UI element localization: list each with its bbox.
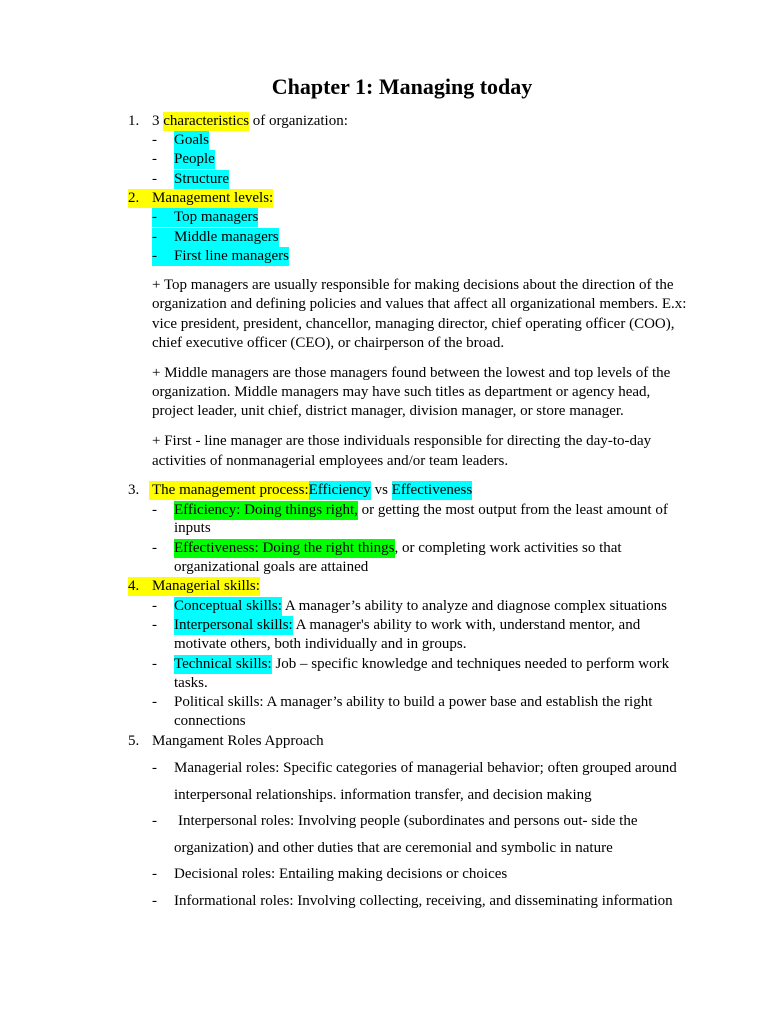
heading-connector: vs: [370, 482, 392, 498]
heading-highlight: [128, 577, 260, 596]
section-number: 5.: [128, 733, 140, 749]
heading-text: Managerial skills:: [152, 578, 260, 594]
bullet-dash: -: [152, 132, 157, 148]
list-item-continuation: connections: [174, 713, 246, 729]
bullet-dash: -: [152, 598, 157, 614]
page-title: Chapter 1: Managing today: [271, 74, 533, 99]
list-item-text: A manager's ability to work with, understand mentor, and: [292, 617, 641, 633]
heading-text: Mangament Roles Approach: [152, 733, 324, 749]
list-item-text: People: [174, 151, 215, 167]
heading-text: Management levels:: [152, 190, 274, 206]
bullet-dash: -: [152, 866, 157, 882]
section-2-heading: [128, 189, 273, 208]
list-item-text: Decisional roles: Entailing making decisions or choices: [174, 866, 508, 882]
list-item-text: Structure: [174, 171, 229, 187]
list-item-text: , or completing work activities so that: [394, 540, 622, 556]
highlighted-definition: Efficiency: Doing things right,: [174, 502, 358, 518]
list-item-text: Top managers: [174, 209, 259, 225]
list-item-text: Political skills: A manager’s ability to build a power base and establish the right: [174, 694, 653, 710]
bullet-dash: -: [152, 813, 157, 829]
section-3-heading: [128, 481, 472, 500]
highlighted-label: Interpersonal skills:: [174, 617, 293, 633]
heading-rest: of organization:: [249, 113, 348, 129]
highlighted-term: Efficiency: [308, 482, 371, 498]
section-number: 1.: [128, 113, 140, 129]
list-item-continuation: motivate others, both individually and in groups.: [174, 636, 467, 652]
highlighted-keyword: characteristics: [163, 113, 250, 129]
list-item-text: A manager’s ability to analyze and diagnose complex situations: [281, 598, 667, 614]
bullet-dash: -: [152, 209, 157, 225]
bullet-dash: -: [152, 760, 157, 776]
list-item: [152, 539, 622, 558]
list-item-continuation: tasks.: [174, 675, 208, 691]
list-item-text: First line managers: [174, 248, 289, 264]
list-item: [152, 501, 668, 520]
highlighted-definition: Effectiveness: Doing the right things: [174, 540, 395, 556]
paragraph-line: activities of nonmanagerial employees and/or team leaders.: [152, 453, 509, 469]
bullet-dash: -: [152, 617, 157, 633]
section-number: 4.: [128, 578, 140, 594]
bullet-dash: -: [152, 229, 157, 245]
list-item: [152, 170, 229, 189]
list-item-continuation: organizational goals are attained: [174, 559, 369, 575]
highlighted-term: Effectiveness: [391, 482, 473, 498]
paragraph-line: chief executive officer (CEO), or chairperson of the broad.: [152, 335, 505, 351]
list-item-highlight: [152, 247, 289, 266]
list-item-continuation: inputs: [174, 520, 211, 536]
list-item: [152, 693, 652, 712]
section-number: 2.: [128, 190, 140, 206]
bullet-dash: -: [152, 151, 157, 167]
list-item: [152, 208, 258, 227]
heading-text: The management process:: [149, 481, 309, 500]
list-item: [152, 865, 507, 884]
paragraph-line: project leader, unit chief, district manager, division manager, or store manager.: [152, 403, 624, 419]
list-item: [152, 150, 215, 169]
bullet-dash: -: [152, 893, 157, 909]
list-item: [152, 247, 289, 266]
list-item-text: Middle managers: [174, 229, 279, 245]
heading-lead: 3: [152, 113, 164, 129]
bullet-dash: -: [152, 656, 157, 672]
bullet-dash: -: [152, 694, 157, 710]
section-1-heading: [128, 112, 348, 131]
list-item: [152, 228, 279, 247]
paragraph-line: vice president, president, chancellor, managing director, chief operating officer (COO),: [152, 316, 675, 332]
list-item: [152, 597, 667, 616]
list-item: [152, 655, 669, 674]
bullet-dash: -: [152, 540, 157, 556]
bullet-dash: -: [152, 502, 157, 518]
highlighted-label: Conceptual skills:: [174, 598, 282, 614]
list-item-highlight: [152, 228, 279, 247]
bullet-dash: -: [152, 171, 157, 187]
paragraph-line: organization and defining policies and values that affect all organizational members. E.x:: [152, 296, 687, 312]
heading-highlight: [128, 189, 273, 208]
list-item-text: Informational roles: Involving collecting, receiving, and disseminating information: [174, 893, 673, 909]
bullet-dash: -: [152, 248, 157, 264]
section-4-heading: [128, 577, 260, 596]
paragraph-line: + Top managers are usually responsible for making decisions about the direction of the: [152, 277, 674, 293]
paragraph-line: + Middle managers are those managers found between the lowest and top levels of the: [152, 365, 671, 381]
list-item: [152, 759, 677, 778]
list-item: [152, 812, 637, 831]
highlighted-label: Technical skills:: [174, 656, 272, 672]
paragraph-line: organization. Middle managers may have such titles as department or agency head,: [152, 384, 651, 400]
list-item-continuation: interpersonal relationships. information transfer, and decision making: [174, 787, 592, 803]
list-item-continuation: organization) and other duties that are ceremonial and symbolic in nature: [174, 840, 613, 856]
list-item-text: Job – specific knowledge and techniques needed to perform work: [271, 656, 670, 672]
section-5-heading: [128, 732, 324, 751]
list-item-text: Managerial roles: Specific categories of managerial behavior; often grouped around: [174, 760, 677, 776]
list-item-text: or getting the most output from the least amount of: [357, 502, 668, 518]
list-item: [152, 616, 640, 635]
list-item-text: Goals: [174, 132, 209, 148]
paragraph-line: + First - line manager are those individuals responsible for directing the day-to-day: [152, 433, 652, 449]
list-item: [152, 131, 209, 150]
section-number: 3.: [128, 482, 140, 498]
list-item-highlight: [152, 208, 258, 227]
list-item-text: Interpersonal roles: Involving people (subordinates and persons out- side the: [178, 813, 638, 829]
list-item: [152, 892, 673, 911]
